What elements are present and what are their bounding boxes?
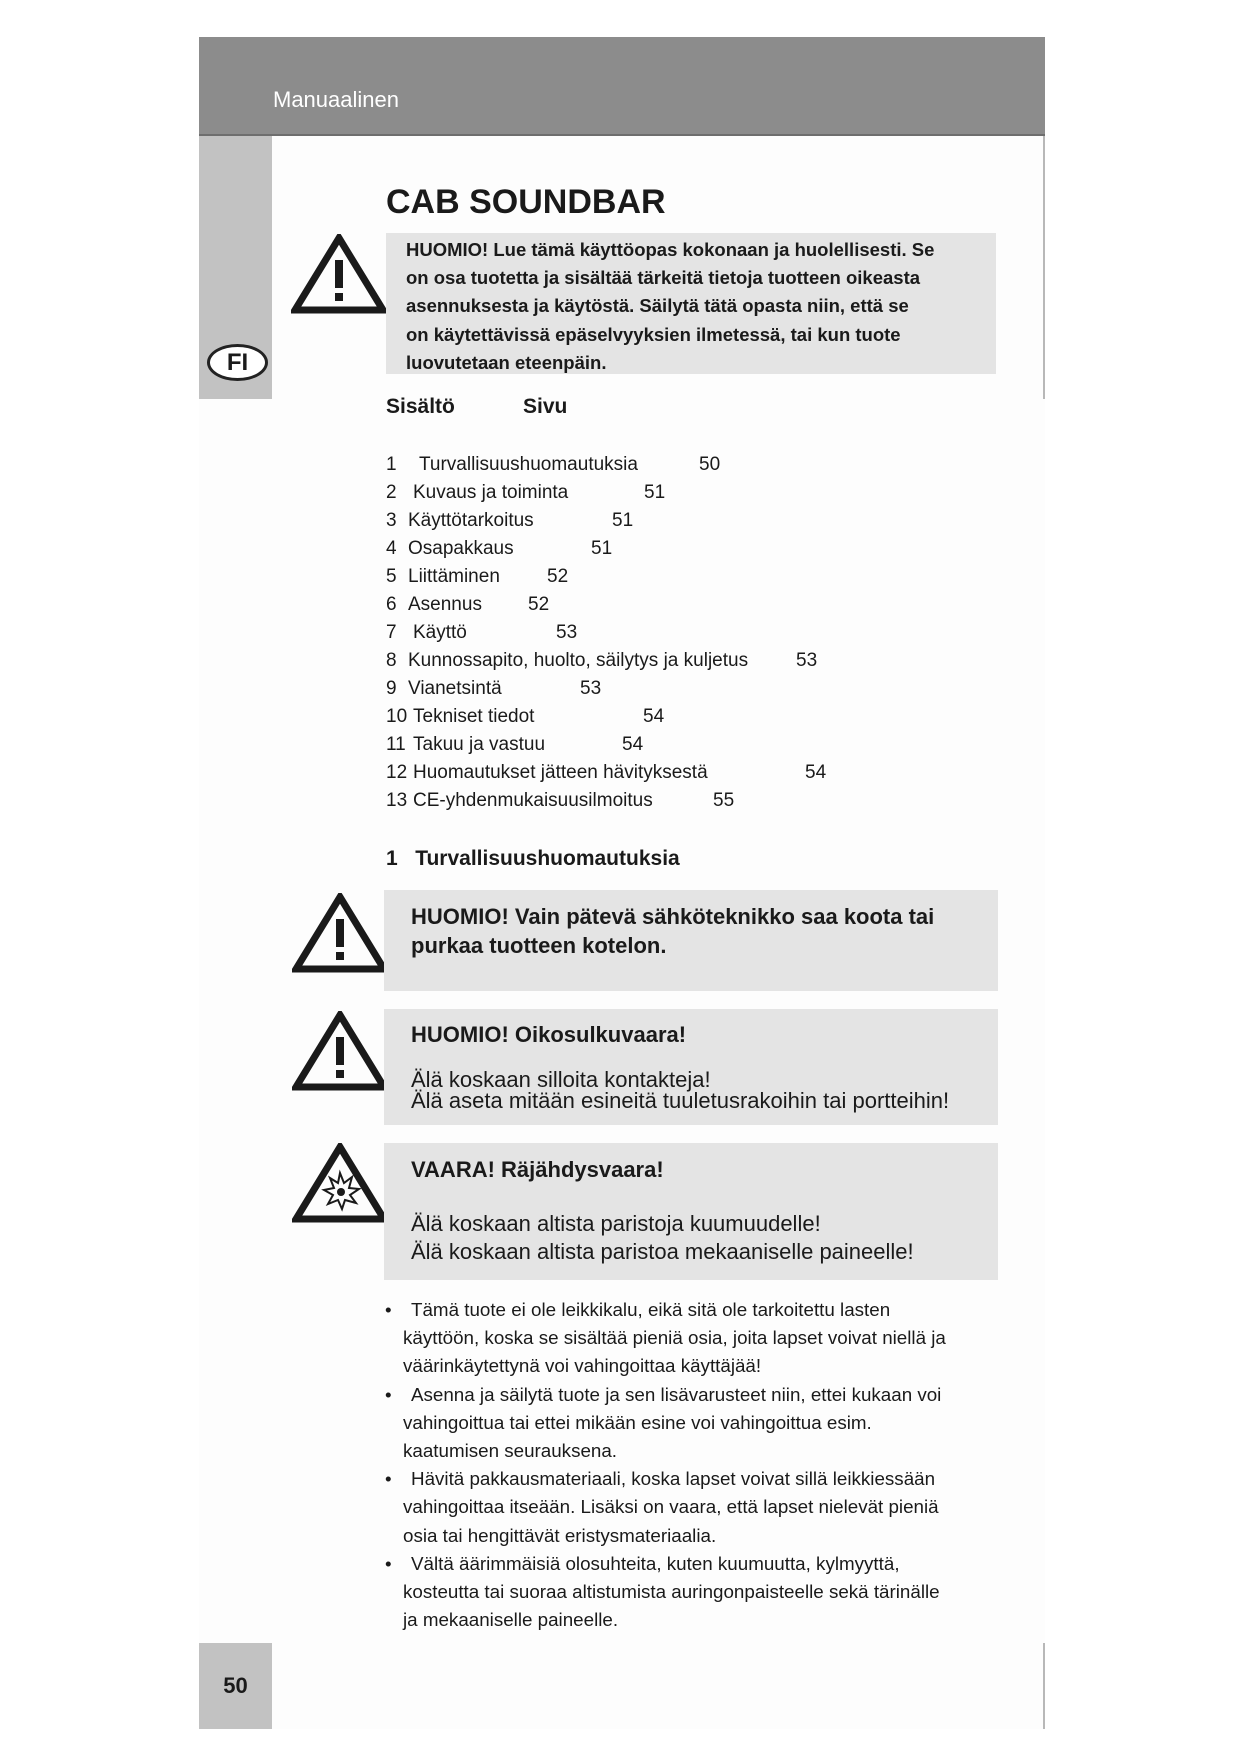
list-item: [383, 1550, 1003, 1635]
toc-item-page: 55: [713, 790, 735, 811]
toc-item-number: 10: [386, 706, 408, 727]
explosion-icon: [292, 1143, 388, 1223]
notice-read-manual-text: [406, 236, 986, 377]
warning-icon: [291, 234, 387, 314]
list-item: [383, 1381, 1003, 1466]
toc-item-label: Kuvaus ja toiminta: [413, 482, 569, 503]
bullet-line: ja mekaaniselle paineelle.: [403, 1609, 619, 1631]
bullet-line: Asenna ja säilytä tuote ja sen lisävarusteet niin, ettei kukaan voi: [411, 1383, 942, 1405]
bullet-line: käyttöön, koska se sisältää pieniä osia, joita lapset voivat niellä ja: [403, 1327, 946, 1349]
bullet-dot: •: [385, 1383, 392, 1405]
toc-item-label: Asennus: [408, 594, 482, 615]
toc-item-page: 54: [622, 734, 644, 755]
warning-short-circuit-line: Älä aseta mitään esineitä tuuletusrakoihin tai portteihin!: [411, 1088, 950, 1113]
safety-bullet-list: [383, 1296, 1003, 1634]
header-title: Manuaalinen: [273, 87, 399, 112]
toc-item-label: CE-yhdenmukaisuusilmoitus: [413, 790, 653, 811]
toc-item-page: 53: [796, 650, 818, 671]
bullet-dot: •: [385, 1552, 392, 1574]
toc-item-page: 54: [643, 706, 665, 727]
page-header: [199, 37, 1045, 136]
toc-heading-contents: Sisältö: [386, 395, 455, 418]
bullet-dot: •: [385, 1468, 392, 1490]
toc-item-page: 51: [644, 482, 666, 503]
toc-item-number: 6: [386, 594, 397, 615]
bullet-line: Tämä tuote ei ole leikkikalu, eikä sitä ole tarkoitettu lasten: [411, 1299, 891, 1320]
bullet-line: väärinkäytettynä voi vahingoittaa käyttäjää!: [403, 1355, 762, 1377]
notice-line: on käytettävissä epäselvyyksien ilmetessä, tai kun tuote: [406, 323, 901, 345]
list-item: [383, 1296, 1003, 1381]
warning-explosion-title: VAARA! Räjähdysvaara!: [411, 1157, 664, 1182]
language-badge: FI: [207, 344, 268, 381]
bullet-dot: •: [385, 1299, 392, 1320]
warning-assembly-line: purkaa tuotteen kotelon.: [411, 933, 667, 958]
toc-item-page: 52: [547, 566, 569, 587]
bullet-line: vahingoittua tai ettei mikään esine voi vahingoittua esim.: [403, 1411, 872, 1433]
document-title: CAB SOUNDBAR: [386, 183, 666, 221]
bullet-line: vahingoittaa itseään. Lisäksi on vaara, että lapset nielevät pieniä: [403, 1496, 939, 1518]
notice-line: HUOMIO! Lue tämä käyttöopas kokonaan ja huolellisesti. Se: [406, 239, 935, 260]
notice-read-manual: [386, 233, 996, 374]
toc-item-number: 3: [386, 510, 397, 531]
toc-item-number: 13: [386, 790, 408, 811]
toc-item-label: Käyttötarkoitus: [408, 510, 534, 531]
notice-line: luovutetaan eteenpäin.: [406, 351, 607, 373]
list-item: [383, 1465, 1003, 1550]
bullet-line: kaatumisen seurauksena.: [403, 1440, 618, 1462]
warning-short-circuit-title: HUOMIO! Oikosulkuvaara!: [411, 1022, 687, 1047]
right-rule-bottom: [1043, 1643, 1045, 1729]
toc-item-number: 4: [386, 538, 397, 559]
bullet-line: Vältä äärimmäisiä olosuhteita, kuten kuumuutta, kylmyyttä,: [411, 1552, 900, 1574]
toc-item-number: 2: [386, 482, 397, 503]
toc-item-page: 50: [699, 454, 721, 475]
toc-item-label: Tekniset tiedot: [413, 706, 535, 727]
toc-item-page: 51: [591, 538, 613, 559]
toc-item-label: Osapakkaus: [408, 538, 514, 559]
toc-item-number: 8: [386, 650, 397, 671]
toc-heading-page: Sivu: [523, 395, 568, 418]
warning-assembly-box: [384, 890, 998, 991]
toc-item-page: 52: [528, 594, 550, 615]
toc-item-number: 12: [386, 762, 408, 783]
bullet-line: Hävitä pakkausmateriaali, koska lapset voivat sillä leikkiessään: [411, 1468, 936, 1490]
warning-icon: [292, 1011, 388, 1091]
right-rule-top: [1043, 136, 1045, 399]
toc-item-page: 53: [556, 622, 578, 643]
warning-short-circuit-box: [384, 1009, 998, 1125]
toc-item-number: 7: [386, 622, 397, 643]
warning-explosion-box: [384, 1143, 998, 1280]
toc-item-number: 5: [386, 566, 397, 587]
bullet-line: kosteutta tai suoraa altistumista auringonpaisteelle sekä tärinälle: [403, 1581, 940, 1603]
toc-item-label: Turvallisuushuomautuksia: [419, 454, 638, 475]
notice-line: asennuksesta ja käytöstä. Säilytä tätä opasta niin, että se: [406, 295, 909, 317]
toc-item-label: Vianetsintä: [408, 678, 502, 699]
toc-item-number: 1: [386, 454, 397, 475]
toc-item-label: Liittäminen: [408, 566, 500, 587]
toc-item-label: Takuu ja vastuu: [413, 734, 546, 755]
section-title: Turvallisuushuomautuksia: [415, 847, 680, 870]
warning-assembly-line: HUOMIO! Vain pätevä sähköteknikko saa koota tai: [411, 904, 935, 929]
section-number: 1: [386, 847, 398, 870]
warning-explosion-line: Älä koskaan altista paristoja kuumuudelle!: [411, 1211, 821, 1236]
warning-short-circuit-line: Älä koskaan silloita kontakteja!: [411, 1067, 711, 1092]
toc-item-number: 11: [386, 734, 406, 755]
warning-icon: [292, 893, 388, 973]
bullet-line: osia tai hengittävät eristysmateriaalia.: [403, 1524, 717, 1546]
warning-explosion-line: Älä koskaan altista paristoa mekaaniselle paineelle!: [411, 1239, 914, 1264]
section-heading: [386, 847, 680, 871]
toc-item-page: 51: [612, 510, 634, 531]
page-number: 50: [199, 1643, 272, 1729]
notice-line: on osa tuotetta ja sisältää tärkeitä tietoja tuotteen oikeasta: [406, 267, 921, 289]
toc-item-page: 54: [805, 762, 827, 783]
toc-item-page: 53: [580, 678, 602, 699]
toc-item-label: Huomautukset jätteen hävityksestä: [413, 762, 708, 783]
toc-item-label: Käyttö: [413, 622, 467, 643]
toc-item-label: Kunnossapito, huolto, säilytys ja kuljetus: [408, 650, 749, 671]
toc-item-number: 9: [386, 678, 397, 699]
